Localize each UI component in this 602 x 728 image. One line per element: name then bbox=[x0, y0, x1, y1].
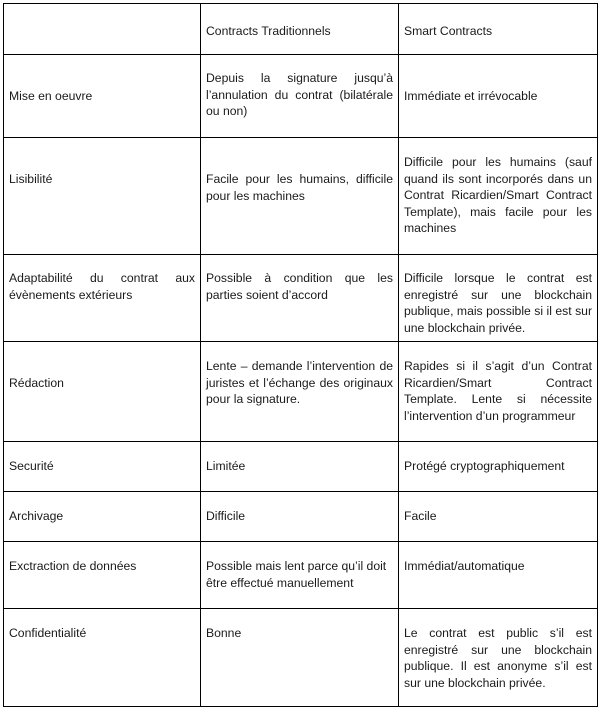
table-row bbox=[4, 342, 598, 442]
table-row bbox=[4, 542, 598, 609]
header-empty-cell bbox=[4, 4, 201, 55]
traditional-cell: Facile pour les humains, difficile pour les machines bbox=[201, 138, 399, 255]
row-label: Exctraction de données bbox=[4, 542, 201, 609]
row-label: Archivage bbox=[4, 492, 201, 542]
row-label: Confidentialité bbox=[4, 609, 201, 707]
table-row bbox=[4, 609, 598, 707]
smart-cell: Immédiat/automatique bbox=[399, 542, 598, 609]
smart-cell: Rapides si il s’agit d’un Contrat Ricardien/Smart Contract Template. Lente si nécessite l’intervention d’un programmeur bbox=[399, 342, 598, 442]
row-label: Mise en oeuvre bbox=[4, 55, 201, 138]
smart-cell: Difficile pour les humains (sauf quand ils sont incorporés dans un Contrat Ricardien/Smart Contract Template), mais facile pour les machines bbox=[399, 138, 598, 255]
header-traditional-contracts: Contracts Traditionnels bbox=[201, 4, 399, 55]
traditional-cell: Possible mais lent parce qu’il doit être effectué manuellement bbox=[201, 542, 399, 609]
smart-cell: Difficile lorsque le contrat est enregistré sur une blockchain publique, mais possible si il est sur une blockchain privée. bbox=[399, 255, 598, 342]
smart-cell: Immédiate et irrévocable bbox=[399, 55, 598, 138]
traditional-cell: Limitée bbox=[201, 442, 399, 492]
smart-cell: Protégé cryptographiquement bbox=[399, 442, 598, 492]
smart-cell: Facile bbox=[399, 492, 598, 542]
table-row bbox=[4, 55, 598, 138]
table-header-row bbox=[4, 4, 598, 55]
comparison-table bbox=[3, 3, 598, 707]
row-label: Lisibilité bbox=[4, 138, 201, 255]
row-label: Rédaction bbox=[4, 342, 201, 442]
row-label: Adaptabilité du contrat aux évènements extérieurs bbox=[4, 255, 201, 342]
table-row bbox=[4, 442, 598, 492]
row-label: Securité bbox=[4, 442, 201, 492]
traditional-cell: Possible à condition que les parties soient d’accord bbox=[201, 255, 399, 342]
table-row bbox=[4, 255, 598, 342]
table-row bbox=[4, 138, 598, 255]
traditional-cell: Difficile bbox=[201, 492, 399, 542]
table-row bbox=[4, 492, 598, 542]
header-smart-contracts: Smart Contracts bbox=[399, 4, 598, 55]
traditional-cell: Depuis la signature jusqu’à l’annulation du contrat (bilatérale ou non) bbox=[201, 55, 399, 138]
smart-cell: Le contrat est public s’il est enregistré sur une blockchain publique. Il est anonyme s’il est sur une blockchain privée. bbox=[399, 609, 598, 707]
traditional-cell: Bonne bbox=[201, 609, 399, 707]
traditional-cell: Lente – demande l’intervention de juristes et l’échange des originaux pour la signature. bbox=[201, 342, 399, 442]
